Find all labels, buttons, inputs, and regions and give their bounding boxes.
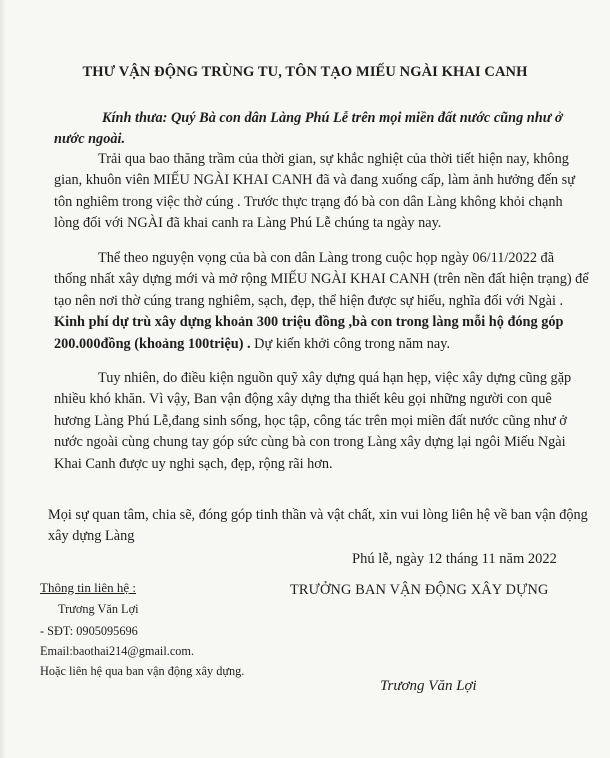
greeting-label: Kính thưa: — [102, 110, 168, 126]
paragraph-4: Mọi sự quan tâm, chia sẽ, đóng góp tinh thần và vật chất, xin vui lòng liên hệ về ban vận động xây dựng Làng — [48, 507, 588, 545]
budget-statement: Kinh phí dự trù xây dựng khoản 300 triệu đồng ,bà con trong làng mỗi hộ đóng góp 200.000đồng (khoảng 100triệu) . — [54, 314, 564, 352]
contact-heading: Thông tin liên hệ : — [40, 580, 137, 595]
paragraph-3: Tuy nhiên, do điều kiện nguồn quỹ xây dựng quá hạn hẹp, việc xây dựng cũng gặp nhiều khó khăn. Vì vậy, Ban vận động xây dựng tha thiết kêu gọi những người con quê hương Làng Phú Lễ,đang sinh sống, học tập, công tác trên mọi miền đất nước cũng như ở nước ngoài cùng chung tay góp sức cùng bà con trong Làng xây dựng lại ngôi Miếu Ngài Khai Canh được uy nghi sạch, đẹp, rộng rãi hơn. — [54, 370, 572, 472]
signature-name: Trương Văn Lợi — [380, 678, 477, 694]
paragraph-2-end: Dự kiến khởi công trong năm nay. — [250, 335, 451, 352]
paragraph-1: Trải qua bao thăng trầm của thời gian, sự khắc nghiệt của thời tiết hiện nay, không gian, khuôn viên MIẾU NGÀI KHAI CANH đã và đang xuống cấp, làm ảnh hưởng đến sự tôn nghiêm trong việc thờ cúng . Trước thực trạng đó bà con dân Làng không khỏi chạnh lòng đối với NGÀI đã khai canh ra Làng Phú Lễ chúng ta ngày nay. — [54, 151, 575, 232]
signature-role: TRƯỞNG BAN VẬN ĐỘNG XÂY DỰNG — [290, 582, 549, 598]
greeting-text: Quý Bà con dân Làng Phú Lễ trên mọi miền đất nước cũng như ở nước ngoài. — [54, 110, 563, 148]
date-line: Phú lễ, ngày 12 tháng 11 năm 2022 — [352, 551, 557, 567]
paper-edge-shadow — [0, 0, 6, 758]
paragraph-2-start: Thể theo nguyện vọng của bà con dân Làng trong cuộc họp ngày 06/11/2022 đã thống nhất xây dựng mới và mở rộng MIẾU NGÀI KHAI CANH (trên nền đất hiện trạng) để tạo nên nơi thờ cúng trang nghiêm, sạch, đẹp, thể hiện được sự hiếu, nghĩa đối với Ngài . — [54, 250, 589, 309]
paragraph-2 — [54, 248, 590, 355]
contact-name: Trương Văn Lợi — [58, 602, 139, 616]
greeting — [54, 108, 590, 151]
contact-email: Email:baothai214@gmail.com. — [40, 644, 195, 658]
contact-phone: - SĐT: 0905095696 — [40, 624, 138, 638]
letter-title: THƯ VẬN ĐỘNG TRÙNG TU, TÔN TẠO MIẾU NGÀI KHAI CANH — [82, 64, 528, 80]
contact-alternative: Hoặc liên hệ qua ban vận động xây dựng. — [40, 664, 245, 678]
